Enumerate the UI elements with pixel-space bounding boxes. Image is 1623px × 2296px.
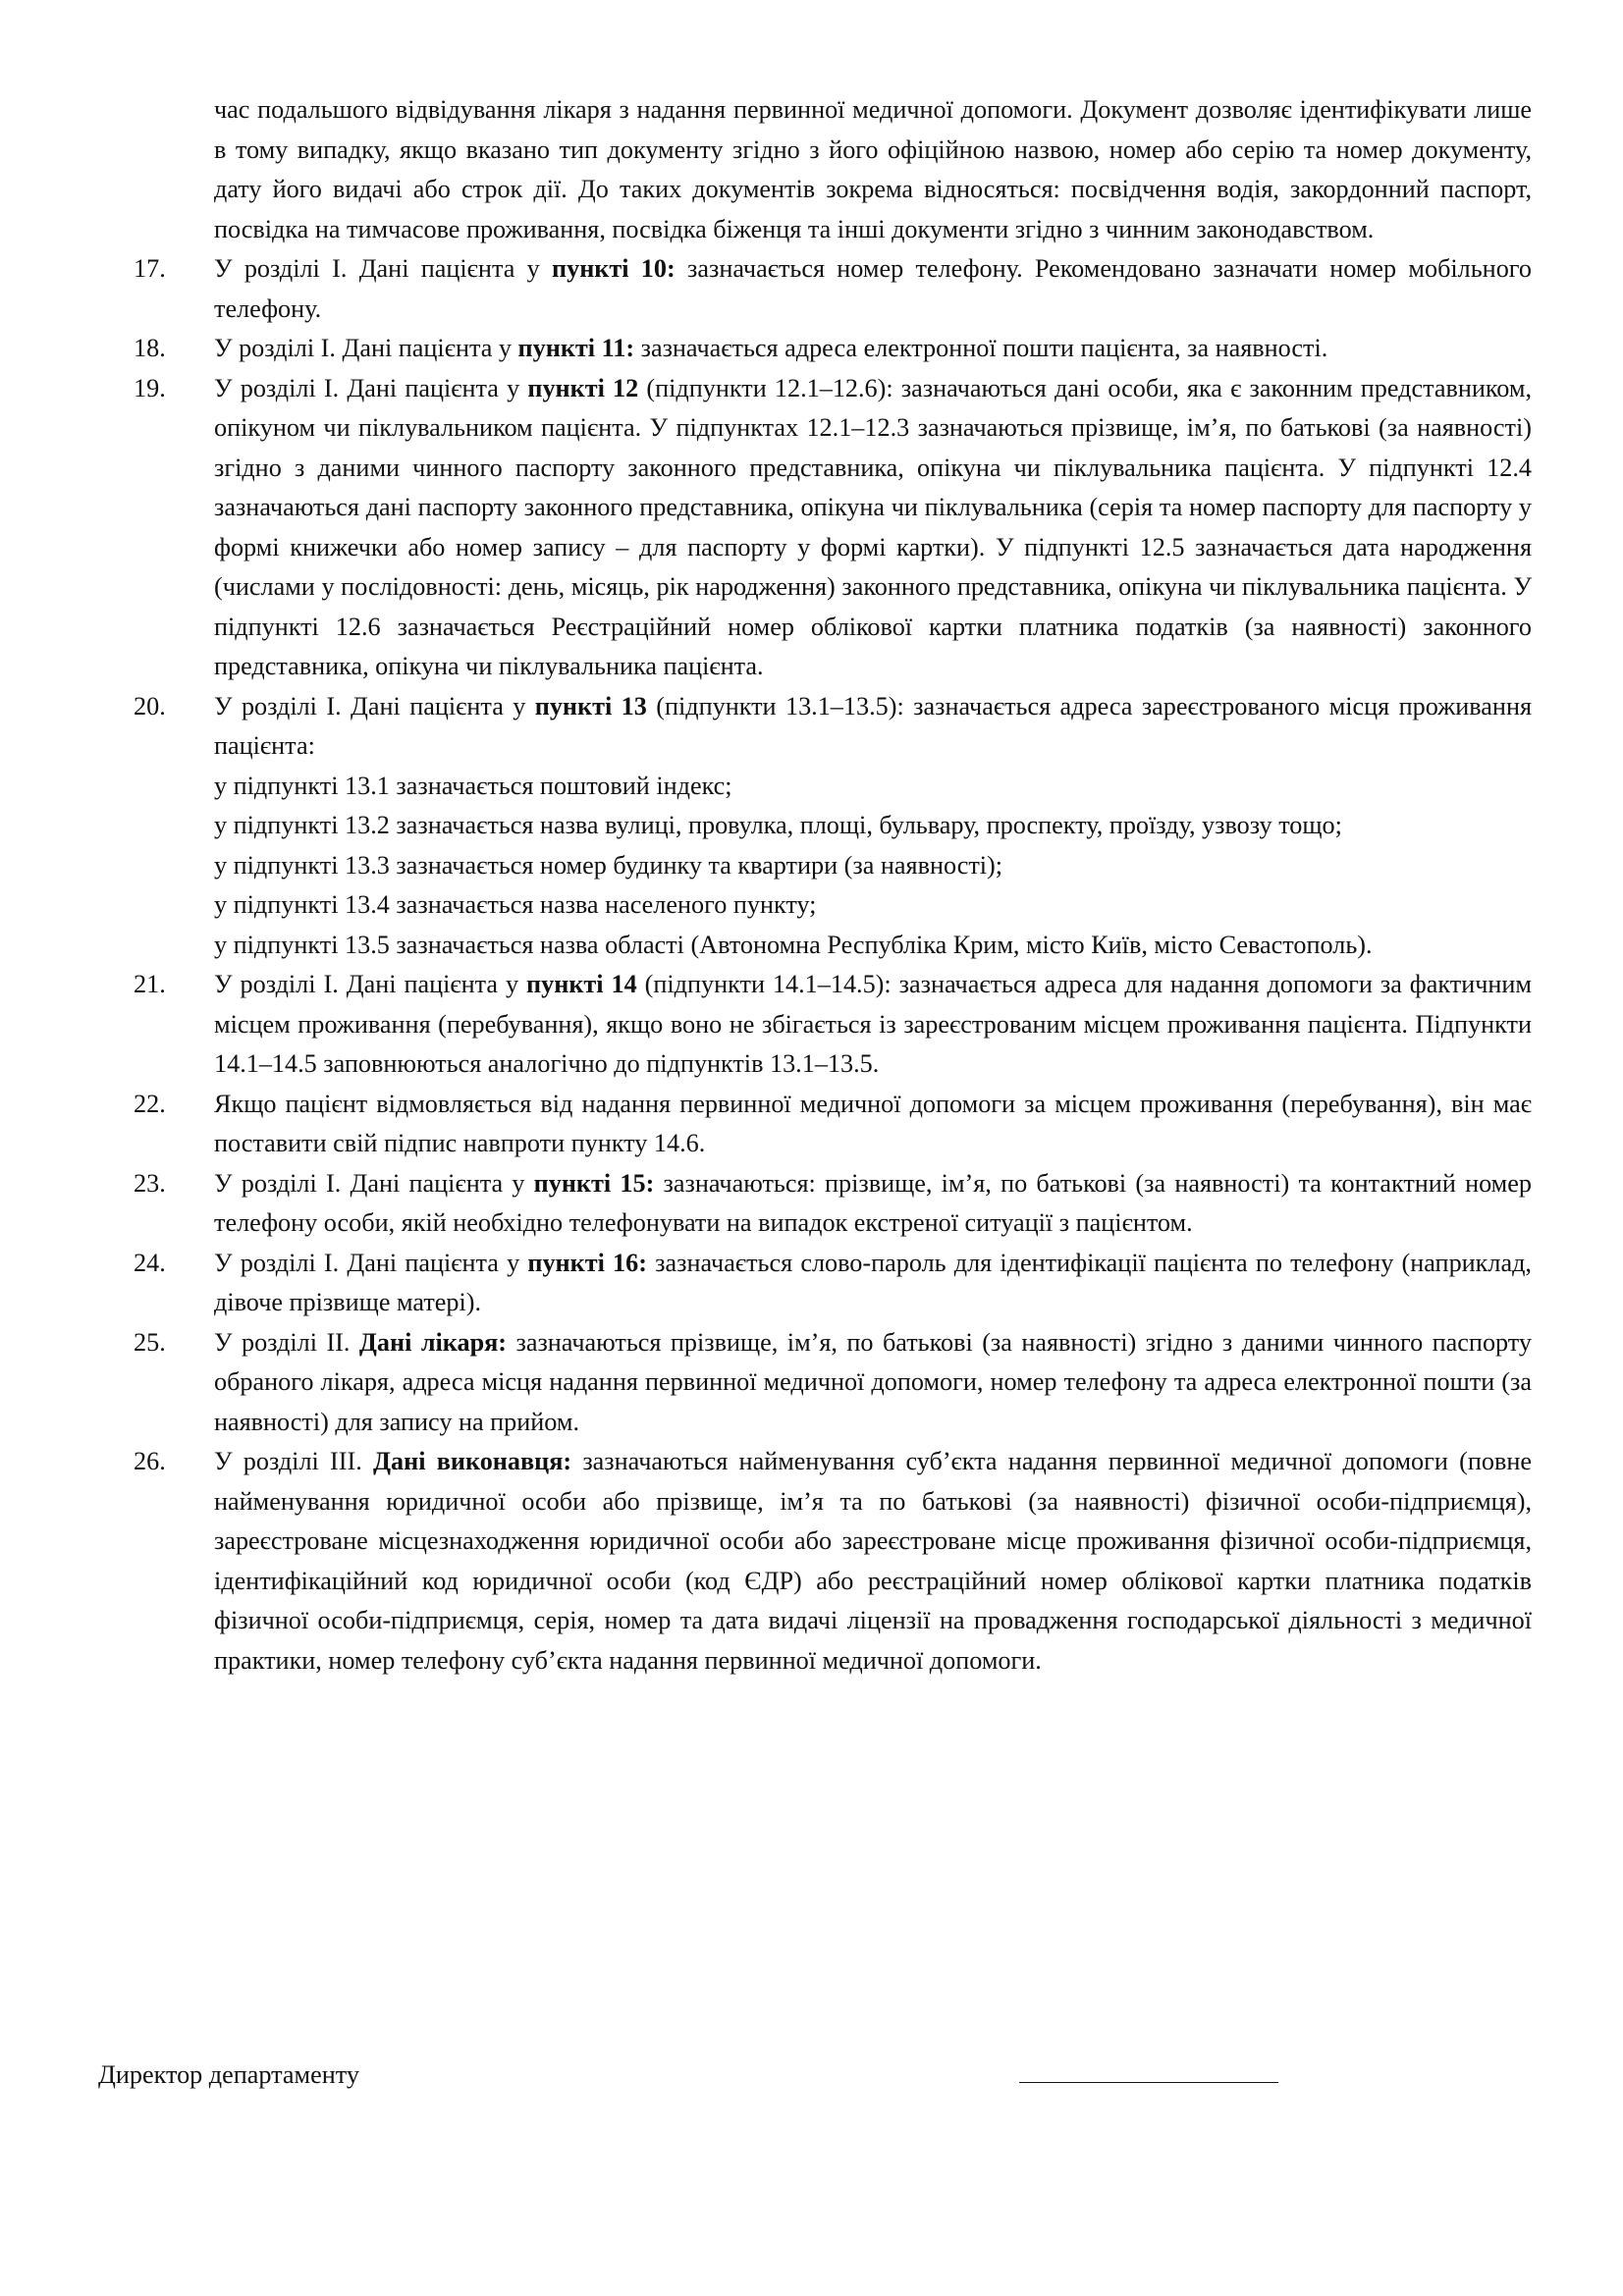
item-text-pre: У розділі І. Дані пацієнта у [214,334,518,362]
item-text-post: (підпункти 12.1–12.6): зазначаються дані особи, яка є законним представником, опікуном чи піклувальником пацієнта. У підпунктах 12.1–12.3 зазначаються прізвище, ім’я, по батькові (за наявності) згідно з даними чинного паспорту законного представника, опікуна чи піклувальника пацієнта. У підпункті 12.4 зазначаються дані паспорту законного представника, опікуна чи піклувальника (серія та номер паспорту для паспорту у формі книжечки або номер запису – для паспорту у формі картки). У підпункті 12.5 зазначається дата народження (числами у послідовності: день, місяць, рік народження) законного представника, опікуна чи піклувальника пацієнта. У підпункті 12.6 зазначається Реєстраційний номер облікової картки платника податків (за наявності) законного представника, опікуна чи піклувальника пацієнта. [214,373,1532,680]
list-item-26 [98,1442,1532,1681]
list-item-20 [98,687,1532,966]
item-text [214,965,1532,1085]
item-text [214,249,1532,329]
item-text-pre: Якщо пацієнт відмовляється від надання первинної медичної допомоги за місцем проживання (перебування), він має поставити свій підпис навпроти пункту 14.6. [214,1089,1532,1157]
item-number: 21. [134,970,166,998]
subitem-13-5: у підпункті 13.5 зазначається назва області (Автономна Республіка Крим, місто Київ, місто Севастополь). [214,930,1373,959]
subitem-13-4: у підпункті 13.4 зазначається назва населеного пункту; [214,890,817,919]
item-number: 19. [134,373,166,402]
item-text-post: (підпункти 13.1–13.5): зазначається адреса зареєстрованого місця проживання пацієнта: [214,691,1533,760]
list-item-22 [98,1085,1532,1164]
item-text-bold: пункті 11: [517,334,635,362]
item-text-pre: У розділі І. Дані пацієнта у [214,1248,528,1277]
item-text-bold: пункті 16: [527,1248,647,1277]
item-text [214,1085,1532,1164]
item-text-post: зазначаються прізвище, ім’я, по батькові (за наявності) згідно з даними чинного паспорту обраного лікаря, адреса місця надання первинної медичної допомоги, номер телефону та адреса електронної пошти (за наявності) для запису на прийом. [214,1327,1532,1436]
item-number: 17. [134,254,166,283]
item-text-bold: пункті 15: [533,1168,655,1198]
item-text-post: (підпункти 14.1–14.5): зазначається адреса для надання допомоги за фактичним місцем проживання (перебування), якщо воно не збігається із зареєстрованим місцем проживання пацієнта. Підпункти 14.1–14.5 заповнюються аналогічно до підпунктів 13.1–13.5. [214,970,1533,1078]
item-text-bold: пункті 12 [527,373,639,402]
item-text-bold: Дані виконавця: [373,1447,572,1475]
item-text [214,369,1532,687]
signature-title: Директор департаменту [98,2060,359,2089]
subitem-13-2: у підпункті 13.2 зазначається назва вулиці, провулка, площі, бульвару, проспекту, проїзду, узвозу тощо; [214,811,1342,839]
item-text-post: зазначається слово-пароль для ідентифікації пацієнта по телефону (наприклад, дівоче прізвище матері). [214,1248,1532,1316]
item-text-pre: У розділі І. Дані пацієнта у [214,691,535,721]
item-text [214,1442,1532,1681]
item-number: 22. [134,1089,166,1118]
item-text-bold: пункті 10: [552,254,676,283]
item-text [214,1244,1532,1323]
item-text-pre: У розділі ІІ. [214,1327,359,1357]
list-item-25 [98,1323,1532,1443]
list-item-21 [98,965,1532,1085]
list-item-17 [98,249,1532,329]
list-item-23 [98,1164,1532,1244]
item-text [214,687,1532,966]
item-text [214,1323,1532,1443]
item-text-bold: Дані лікаря: [358,1327,508,1357]
item-number: 25. [134,1327,166,1357]
document-body [98,90,1532,1681]
item-number: 23. [134,1168,166,1198]
item-text-post: зазначаються: прізвище, ім’я, по батькові (за наявності) та контактний номер телефону особи, якій необхідно телефонувати на випадок екстреної ситуації з пацієнтом. [214,1168,1532,1237]
list-item-18 [98,329,1532,369]
item-text-post: зазначаються найменування суб’єкта надання первинної медичної допомоги (повне найменування юридичної особи або прізвище, ім’я та по батькові (за наявності) фізичної особи-підприємця), зареєстроване місцезнаходження юридичної особи або зареєстроване місце проживання фізичної особи-підприємця, ідентифікаційний код юридичної особи (код ЄДР) або реєстраційний номер облікової картки платника податків фізичної особи-підприємця, серія, номер та дата видачі ліцензії на провадження господарської діяльності з медичної практики, номер телефону суб’єкта надання первинної медичної допомоги. [214,1447,1532,1675]
list-item-24 [98,1244,1532,1323]
item-text-bold: пункті 13 [534,691,647,721]
item-text-bold: пункті 14 [526,970,637,998]
item-text-post: зазначається адреса електронної пошти пацієнта, за наявності. [634,334,1328,362]
item-text [214,1164,1532,1244]
item-text-post: зазначається номер телефону. Рекомендовано зазначати номер мобільного телефону. [214,254,1532,323]
item-number: 18. [134,334,166,362]
item-text-pre: У розділі І. Дані пацієнта у [214,970,527,998]
item-number: 26. [134,1447,166,1475]
subitem-13-1: у підпункті 13.1 зазначається поштовий індекс; [214,771,732,800]
item-text-pre: У розділі І. Дані пацієнта у [214,373,528,402]
item-text-pre: У розділі І. Дані пацієнта у [214,254,553,283]
intro-paragraph: час подальшого відвідування лікаря з надання первинної медичної допомоги. Документ дозволяє ідентифікувати лише в тому випадку, якщо вказано тип документу згідно з його офіційною назвою, номер або серію та номер документу, дату його видачі або строк дії. До таких документів зокрема відносяться: посвідчення водія, закордонний паспорт, посвідка на тимчасове проживання, посвідка біженця та інші документи згідно з чинним законодавством. [214,95,1532,243]
item-text-pre: У розділі ІІІ. [214,1447,373,1475]
item-text [214,329,1532,369]
item-text-lead [214,687,1532,767]
item-number: 20. [134,691,166,721]
item-number: 24. [134,1248,166,1277]
list-item-19 [98,369,1532,687]
subitem-13-3: у підпункті 13.3 зазначається номер будинку та квартири (за наявності); [214,850,1003,880]
signature-line [1019,2082,1278,2083]
item-text-pre: У розділі І. Дані пацієнта у [214,1168,534,1198]
